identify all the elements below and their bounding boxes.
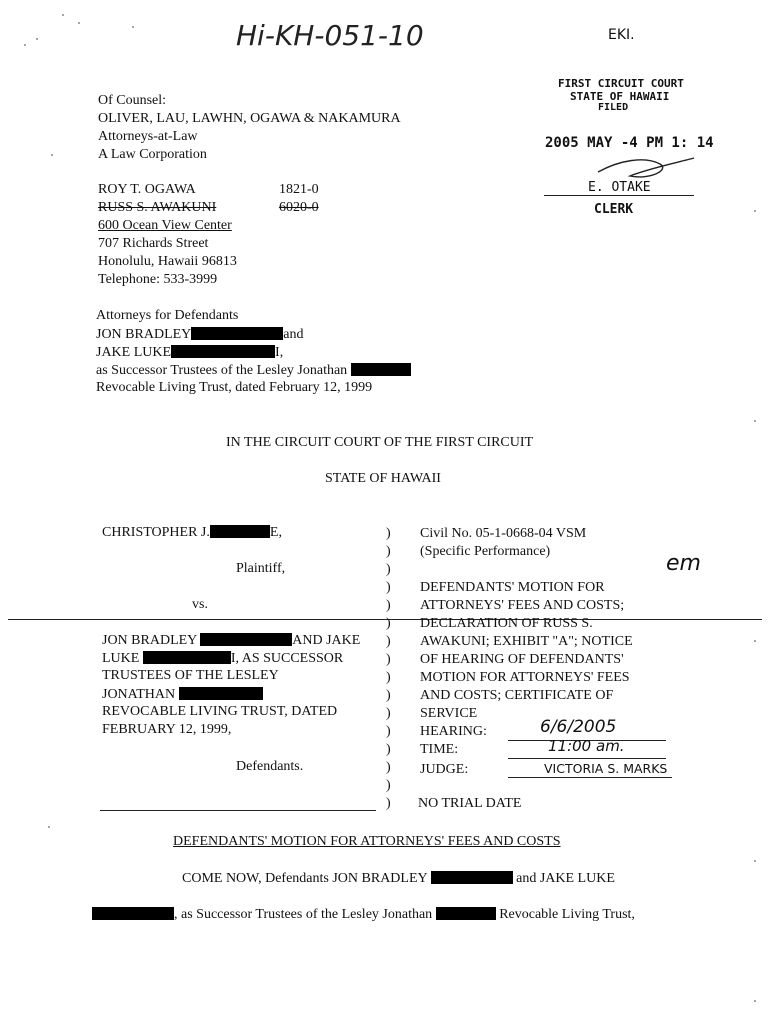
attorneys-for-line3 xyxy=(96,345,283,360)
eki-mark: EKI. xyxy=(608,27,635,43)
redaction-bar xyxy=(179,687,263,700)
doc-title-4: AWAKUNI; EXHIBIT "A"; NOTICE xyxy=(420,634,633,649)
of-counsel: Of Counsel: xyxy=(98,93,167,108)
caption-paren: ) xyxy=(386,796,391,811)
attorney2-name: RUSS S. AWAKUNI xyxy=(98,200,217,215)
judge-label: JUDGE: xyxy=(420,762,469,777)
caption-paren: ) xyxy=(386,688,391,703)
caption-paren: ) xyxy=(386,562,391,577)
defendant-text: JONATHAN xyxy=(102,687,176,702)
redaction-bar xyxy=(143,651,231,664)
defendant-text: LUKE xyxy=(102,651,140,666)
scan-speck xyxy=(754,860,756,862)
caption-paren: ) xyxy=(386,616,391,631)
motion-paragraph-line2 xyxy=(92,907,635,922)
motion-heading: DEFENDANTS' MOTION FOR ATTORNEYS' FEES AND COSTS xyxy=(173,834,561,849)
motion-text: , as Successor Trustees of the Lesley Jonathan xyxy=(174,907,433,922)
stamp-datetime: 2005 MAY -4 PM 1: 14 xyxy=(545,135,714,151)
caption-paren: ) xyxy=(386,760,391,775)
firm-type-1: Attorneys-at-Law xyxy=(98,129,198,144)
time-label: TIME: xyxy=(420,742,459,757)
hearing-label: HEARING: xyxy=(420,724,487,739)
firm-name: OLIVER, LAU, LAWHN, OGAWA & NAKAMURA xyxy=(98,111,401,126)
firm-type-2: A Law Corporation xyxy=(98,147,207,162)
redaction-bar xyxy=(436,907,496,920)
stamp-line1: FIRST CIRCUIT COURT xyxy=(558,77,684,90)
defendant-line6: FEBRUARY 12, 1999, xyxy=(102,722,232,737)
plaintiff-label: Plaintiff, xyxy=(236,561,286,576)
attorney1-name: ROY T. OGAWA xyxy=(98,182,196,197)
stamp-rule xyxy=(544,195,694,196)
case-nature: (Specific Performance) xyxy=(420,544,551,559)
caption-paren: ) xyxy=(386,670,391,685)
doc-title-5: OF HEARING OF DEFENDANTS' xyxy=(420,652,624,667)
scan-speck xyxy=(51,154,53,156)
defendant-line1 xyxy=(102,633,360,648)
handwritten-initials: em xyxy=(666,551,701,576)
address-line-1: 600 Ocean View Center xyxy=(98,218,232,233)
caption-paren: ) xyxy=(386,580,391,595)
scan-speck xyxy=(132,26,134,28)
doc-title-3: DECLARATION OF RUSS S. xyxy=(420,616,593,631)
caption-paren: ) xyxy=(386,742,391,757)
doc-title-2: ATTORNEYS' FEES AND COSTS; xyxy=(420,598,625,613)
redaction-bar xyxy=(431,871,513,884)
scan-speck xyxy=(48,826,50,828)
caption-paren: ) xyxy=(386,634,391,649)
redaction-bar xyxy=(191,327,283,340)
and-text: and xyxy=(283,327,304,342)
attorneys-for-line1: Attorneys for Defendants xyxy=(96,308,239,323)
caption-bottom-rule xyxy=(100,810,376,811)
vs-text: vs. xyxy=(192,597,208,612)
doc-title-8: SERVICE xyxy=(420,706,478,721)
scan-speck xyxy=(754,1000,756,1002)
telephone: Telephone: 533-3999 xyxy=(98,272,218,287)
defendant1-name: JON BRADLEY xyxy=(96,327,192,342)
defendant-text: I, AS SUCCESSOR xyxy=(230,651,344,666)
attorneys-for-line5: Revocable Living Trust, dated February 12, 1999 xyxy=(96,380,373,395)
attorneys-for-line2 xyxy=(96,327,304,342)
scan-speck xyxy=(78,22,80,24)
caption-paren: ) xyxy=(386,778,391,793)
defendant-line5: REVOCABLE LIVING TRUST, DATED xyxy=(102,704,338,719)
time-value: 11:00 am. xyxy=(548,737,625,755)
caption-paren: ) xyxy=(386,706,391,721)
redaction-bar xyxy=(200,633,292,646)
redaction-bar xyxy=(171,345,275,358)
defendant-line2 xyxy=(102,651,343,666)
redaction-bar xyxy=(210,525,270,538)
caption-paren: ) xyxy=(386,526,391,541)
doc-title-6: MOTION FOR ATTORNEYS' FEES xyxy=(420,670,630,685)
plaintiff-name: CHRISTOPHER J. xyxy=(102,525,210,540)
plaintiff-line xyxy=(102,525,282,540)
defendant-text: AND JAKE xyxy=(292,633,361,648)
handwritten-file-number: Hi-KH-051-10 xyxy=(236,19,424,52)
scan-speck xyxy=(36,38,38,40)
defendant2-name: JAKE LUKE xyxy=(96,345,172,360)
motion-text: and JAKE LUKE xyxy=(516,871,615,886)
defendant-line3: TRUSTEES OF THE LESLEY xyxy=(102,668,279,683)
hearing-value: 6/6/2005 xyxy=(540,717,617,737)
defendant-line4 xyxy=(102,687,263,702)
stamp-line2: STATE OF HAWAII xyxy=(570,90,670,103)
caption-paren: ) xyxy=(386,724,391,739)
scan-speck xyxy=(754,640,756,642)
attorney1-number: 1821-0 xyxy=(279,182,319,197)
stamp-name: E. OTAKE xyxy=(588,180,651,195)
no-trial-date: NO TRIAL DATE xyxy=(418,796,522,811)
caption-paren: ) xyxy=(386,544,391,559)
suffix-text: I, xyxy=(275,345,284,360)
defendant-text: JON BRADLEY xyxy=(102,633,197,648)
attorney2-number: 6020-0 xyxy=(279,200,319,215)
judge-value: VICTORIA S. MARKS xyxy=(544,761,668,776)
motion-paragraph-line1 xyxy=(182,871,615,886)
scan-speck xyxy=(754,210,756,212)
redaction-bar xyxy=(92,907,174,920)
motion-text: Revocable Living Trust, xyxy=(499,907,635,922)
address-line-3: Honolulu, Hawaii 96813 xyxy=(98,254,237,269)
scan-speck xyxy=(24,44,26,46)
stamp-title: CLERK xyxy=(594,202,634,217)
court-heading: IN THE CIRCUIT COURT OF THE FIRST CIRCUIT xyxy=(226,435,534,450)
time-rule xyxy=(508,758,666,759)
attorneys-for-line4 xyxy=(96,363,411,378)
scan-speck xyxy=(754,420,756,422)
caption-paren: ) xyxy=(386,652,391,667)
doc-title-7: AND COSTS; CERTIFICATE OF xyxy=(420,688,614,703)
trustee-text: as Successor Trustees of the Lesley Jonathan xyxy=(96,363,348,378)
court-state: STATE OF HAWAII xyxy=(325,471,441,486)
judge-rule xyxy=(508,777,672,778)
address-line-2: 707 Richards Street xyxy=(98,236,209,251)
civil-number: Civil No. 05-1-0668-04 VSM xyxy=(420,526,587,541)
caption-paren: ) xyxy=(386,598,391,613)
doc-title-1: DEFENDANTS' MOTION FOR xyxy=(420,580,605,595)
plaintiff-suffix: E, xyxy=(269,525,282,540)
stamp-line3: FILED xyxy=(598,102,629,113)
caption-divider xyxy=(8,619,762,620)
scan-speck xyxy=(62,14,64,16)
motion-text: COME NOW, Defendants JON BRADLEY xyxy=(182,871,428,886)
defendants-label: Defendants. xyxy=(236,759,304,774)
redaction-bar xyxy=(351,363,411,376)
